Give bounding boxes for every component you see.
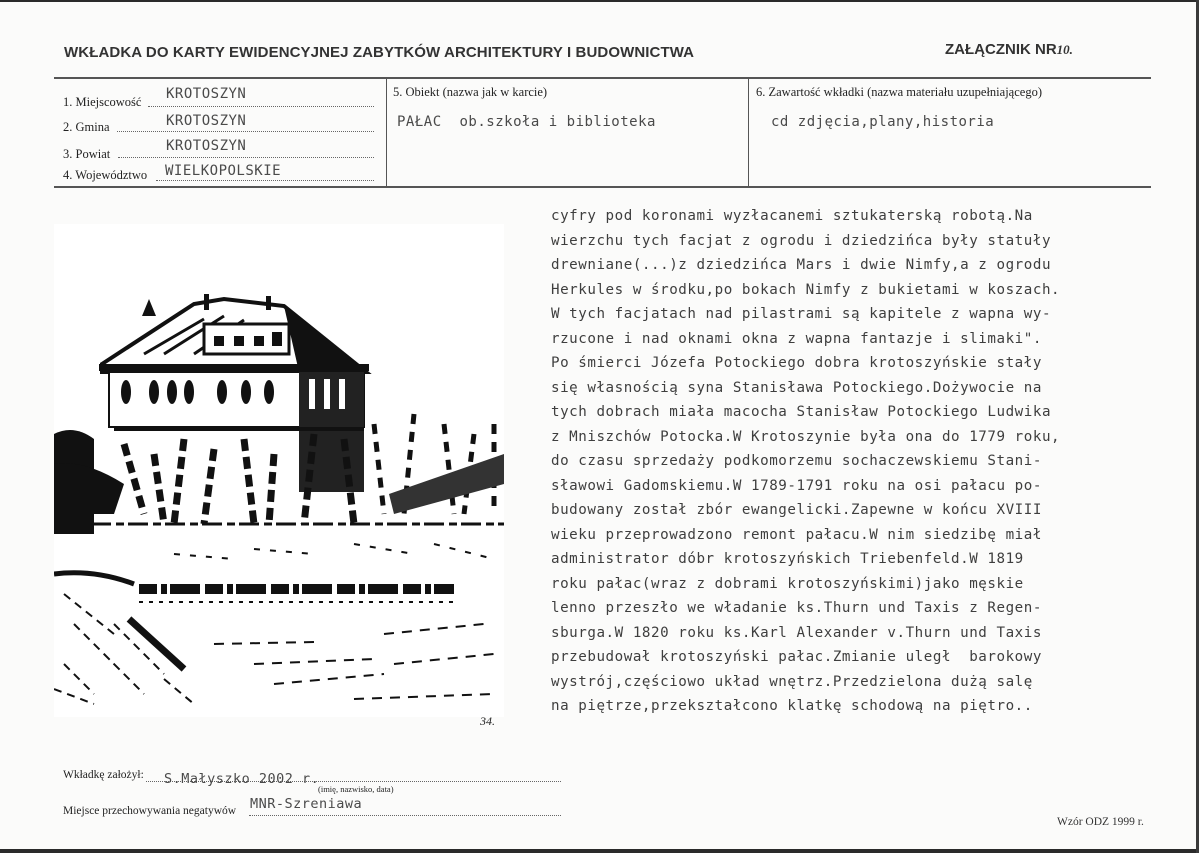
palace-illustration-icon <box>54 224 504 717</box>
author-value[interactable]: S.Małyszko 2002 r. <box>164 771 320 787</box>
history-text <box>551 204 1151 719</box>
plate-number: 34. <box>480 714 495 728</box>
field-label-miejscowosc: 1. Miejscowość <box>63 95 142 109</box>
text-line: lenno przeszło we władanie ks.Thurn und Taxis z Regen- <box>551 600 1042 616</box>
field-dotted-line <box>117 131 374 132</box>
text-line: do czasu sprzedaży podkomorzemu sochaczewskiemu Stani- <box>551 453 1042 469</box>
author-label: Wkładkę założył: <box>63 769 144 781</box>
field-value-miejscowosc[interactable]: KROTOSZYN <box>166 86 247 102</box>
text-line: się własnością syna Stanisława Potockiego.Dożywocie na <box>551 379 1042 396</box>
field-value-powiat[interactable]: KROTOSZYN <box>166 138 247 154</box>
text-line: roku pałac(wraz z dobrami krotoszyńskimi)jako męskie <box>551 575 1024 592</box>
text-line: rzucone i nad oknami okna z wapna fantazje i slimaki". <box>551 330 1042 347</box>
text-line: sburga.W 1820 roku ks.Karl Alexander v.Thurn und Taxis <box>551 624 1042 641</box>
text-line: z Mniszchów Potocka.W Krotoszynie była ona do 1779 roku, <box>551 428 1061 445</box>
palace-drawing <box>54 224 504 717</box>
text-line: Herkules w środku,po bokach Nimfy z bukietami w koszach. <box>551 281 1061 298</box>
table-top-border <box>54 77 1151 79</box>
negatives-label: Miejsce przechowywania negatywów <box>63 805 237 817</box>
field-dotted-line <box>156 180 374 181</box>
negatives-dotted-line <box>249 815 561 816</box>
contents-label: 6. Zawartość wkładki (nazwa materiału uzupełniającego) <box>756 85 1042 99</box>
text-line: na piętrze,przekształcono klatkę schodową na piętro.. <box>551 698 1033 714</box>
column-divider-2 <box>748 78 749 187</box>
field-value-gmina[interactable]: KROTOSZYN <box>166 113 247 129</box>
contents-value[interactable]: cd zdjęcia,plany,historia <box>771 114 995 130</box>
field-label-gmina: 2. Gmina <box>63 120 110 134</box>
text-line: administrator dóbr krotoszyńskich Triebenfeld.W 1819 <box>551 551 1024 567</box>
text-line: wystrój,częściowo układ wnętrz.Przedzielona dużą salę <box>551 673 1033 690</box>
text-line: W tych facjatach nad pilastrami są kapitele z wapna wy- <box>551 306 1052 322</box>
text-line: przebudował krotoszyński pałac.Zmianie uległ barokowy <box>551 649 1042 665</box>
text-line: wierzchu tych facjat z ogrodu i dziedzińca były statuły <box>551 232 1052 249</box>
field-dotted-line <box>118 157 374 158</box>
object-value[interactable]: PAŁAC ob.szkoła i biblioteka <box>397 114 656 130</box>
text-line: tych dobrach miała macocha Stanisław Potockiego Ludwika <box>551 404 1052 420</box>
author-hint: (imię, nazwisko, data) <box>318 784 394 794</box>
document-title: WKŁADKA DO KARTY EWIDENCYJNEJ ZABYTKÓW ARCHITEKTURY I BUDOWNICTWA <box>64 44 695 61</box>
text-line: Po śmierci Józefa Potockiego dobra krotoszyńskie stały <box>551 355 1042 371</box>
attachment-number <box>945 41 1073 58</box>
text-line: budowany został zbór ewangelicki.Zapewne w końcu XVIII <box>551 502 1042 518</box>
table-bottom-border <box>54 186 1151 188</box>
field-label-powiat: 3. Powiat <box>63 147 111 161</box>
column-divider-1 <box>386 78 387 187</box>
text-line: sławowi Gadomskiemu.W 1789-1791 roku na osi pałacu po- <box>551 477 1042 494</box>
negatives-value[interactable]: MNR-Szreniawa <box>250 796 363 812</box>
field-dotted-line <box>148 106 374 107</box>
field-value-wojewodztwo[interactable]: WIELKOPOLSKIE <box>165 163 282 179</box>
text-line: cyfry pod koronami wyzłacanemi sztukaterską robotą.Na <box>551 208 1033 224</box>
attachment-label: ZAŁĄCZNIK NR <box>945 41 1057 58</box>
form-model-label: Wzór ODZ 1999 r. <box>1057 816 1144 828</box>
text-line: drewniane(...)z dziedzińca Mars i dwie Nimfy,a z ogrodu <box>551 257 1052 273</box>
attachment-number-value: 10. <box>1056 42 1073 57</box>
field-label-wojewodztwo: 4. Województwo <box>63 168 148 182</box>
document-page <box>0 2 1196 849</box>
object-label: 5. Obiekt (nazwa jak w karcie) <box>393 85 548 99</box>
text-line: wieku przeprowadzono remont pałacu.W nim siedzibę miał <box>551 526 1042 543</box>
